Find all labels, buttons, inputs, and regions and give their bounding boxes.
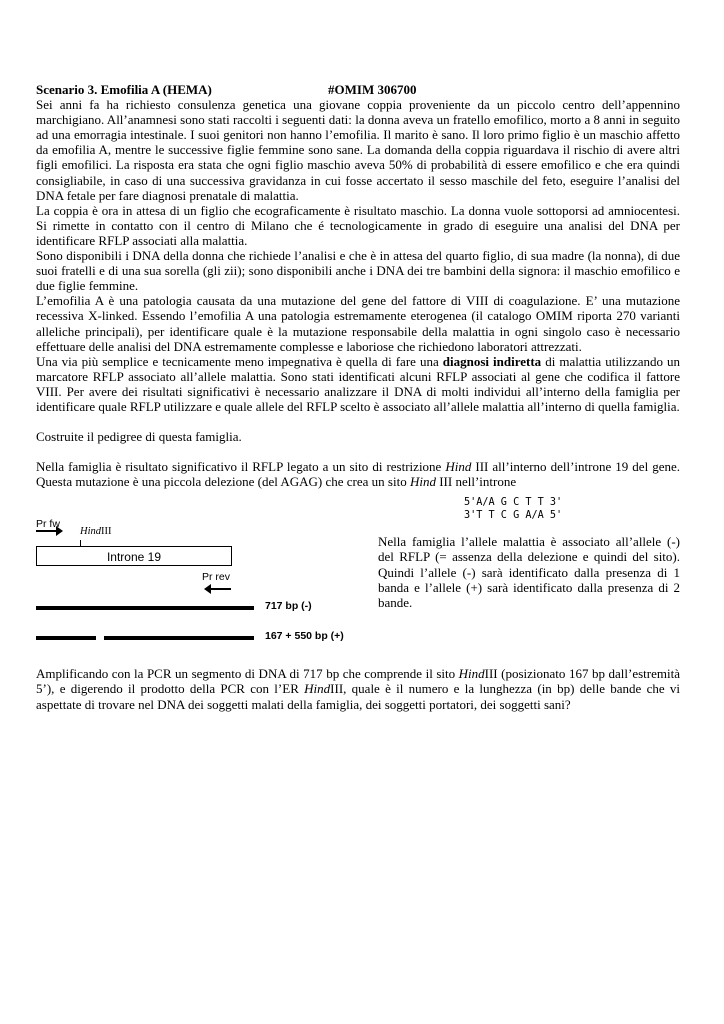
band-550: [104, 636, 254, 640]
bold-term: diagnosi indiretta: [442, 353, 542, 369]
seq-line-2: 3'T T C G A/A 5': [464, 510, 563, 522]
reverse-arrow-icon: [209, 588, 231, 590]
forward-arrow-icon: [36, 530, 58, 532]
allele-note: Nella famiglia l’allele malattia è associato all’allele (-) del RFLP (= assenza della delezione e quindi del sito). Quindi l’allele (-) sarà identificato dalla presenza di 1 banda e l’allele (+) sarà identificato dalla presenza di 2 bande.: [378, 534, 680, 610]
restriction-sequence: [464, 496, 562, 522]
page-title: [36, 82, 680, 97]
paragraph-7: [36, 459, 680, 489]
hindiii-label: [80, 526, 112, 537]
paragraph-4: L’emofilia A è una patologia causata da una mutazione del gene del fattore di VIII di coagulazione. E’ una mutazione recessiva X-linked. Essendo l’emofilia A una patologia estremamente eterogenea (il catalogo OMIM riporta 270 varianti alleliche principali), per identificare quale è la mutazione responsabile della malattia in ogni singolo caso è necessario effettuare delle analisi del DNA estremamente complesse e laboriose che richiedono laboratori attrezzati.: [36, 293, 680, 354]
paragraph-1: Sei anni fa ha richiesto consulenza genetica una giovane coppia proveniente da un piccolo centro dell’appennino marchigiano. All’anamnesi sono stati raccolti i seguenti dati: la donna aveva un fratello emofilico, morto a 8 anni in seguito ad una emorragia intestinale. I suoi genitori non hanno l’emofilia. Il marito è sano. Il loro primo figlio è un maschio affetto da emofilia A, mentre le successive figlie femmine sono sane. La domanda della coppia riguardava il rischio di avere altri figli emofilici. La risposta era stata che ogni figlio maschio aveva 50% di probabilità di essere emofilico e che era quindi consigliabile, in caso di una successiva gravidanza in cui fosse accertato il sesso maschile del feto, eseguire l’analisi del DNA fetale per fare diagnosi prenatale di malattia.: [36, 97, 680, 203]
text-span: Amplificando con la PCR un segmento di DNA di 717 bp che comprende il sito: [36, 666, 459, 682]
hind-roman: III: [101, 526, 112, 538]
seq-line-1: 5'A/A G C T T 3': [464, 497, 563, 509]
text-span: di malattia utilizzando un marcatore RFLP associato all’allele malattia. Sono stati identificati alcuni RFLP associati al gene che codifica il fattore VIII. Per avere dei risultati significativi è necessario analizzare il DNA di molti individui all’interno della famiglia per identificare quale RFLP utilizzare e quale allele del RFLP scelto è associato all’allele malattia all’interno di quella famiglia.: [36, 353, 681, 414]
band-717-label: 717 bp (-): [265, 600, 312, 613]
italic-term: Hind: [458, 666, 485, 682]
text-span: Una via più semplice e tecnicamente meno impegnativa è quella di fare una: [36, 353, 443, 369]
document-page: [36, 82, 680, 712]
intron-box: Introne 19: [36, 546, 232, 566]
text-span: III, quale è il numero e la lunghezza (in bp) delle bande che vi aspettate di trovare nel DNA dei soggetti malati della famiglia, dei soggetti portatori, dei soggetti sani?: [36, 681, 681, 712]
question-paragraph: [36, 666, 680, 711]
hind-italic: Hind: [80, 526, 101, 538]
rflp-figure: [36, 496, 680, 658]
paragraph-2: La coppia è ora in attesa di un figlio che ecograficamente è risultato maschio. La donna vuole sottoporsi ad amniocentesi. Si rimette in contatto con il centro di Milano che é tecnologicamente in grado di eseguire una analisi del DNA per identificare RFLP associati alla malattia.: [36, 202, 680, 248]
paragraph-3: Sono disponibili i DNA della donna che richiede l’analisi e che è in attesa del quarto figlio, di sua madre (la nonna), di due suoi fratelli e di una sua sorella (gli zii); sono disponibili anche i DNA dei tre bambini della signora: il maschio emofilico e due figlie femmine.: [36, 248, 680, 294]
italic-term: Hind: [445, 459, 472, 475]
paragraph-6: Costruite il pedigree di questa famiglia.: [36, 429, 242, 445]
omim-code: #OMIM 306700: [328, 82, 417, 97]
italic-term: Hind: [304, 681, 331, 697]
forward-primer-label: Pr fw: [36, 518, 60, 531]
paragraph-5: [36, 354, 680, 414]
band-167-550-label: 167 + 550 bp (+): [265, 630, 344, 643]
text-span: III nell’introne: [435, 474, 517, 490]
band-717: [36, 606, 254, 610]
italic-term: Hind: [409, 474, 436, 490]
text-span: III all’interno dell’introne 19 del gene. Questa mutazione è una piccola delezione (del AGAG) che crea un sito: [36, 459, 681, 490]
text-span: III (posizionato 167 bp dall’estremità 5’), e digerendo il prodotto della PCR con l’ER: [36, 666, 680, 697]
scenario-title: Scenario 3. Emofilia A (HEMA): [36, 82, 212, 97]
band-167: [36, 636, 96, 640]
text-span: Nella famiglia è risultato significativo il RFLP legato a un sito di restrizione: [36, 459, 446, 475]
reverse-primer-label: Pr rev: [202, 571, 231, 584]
